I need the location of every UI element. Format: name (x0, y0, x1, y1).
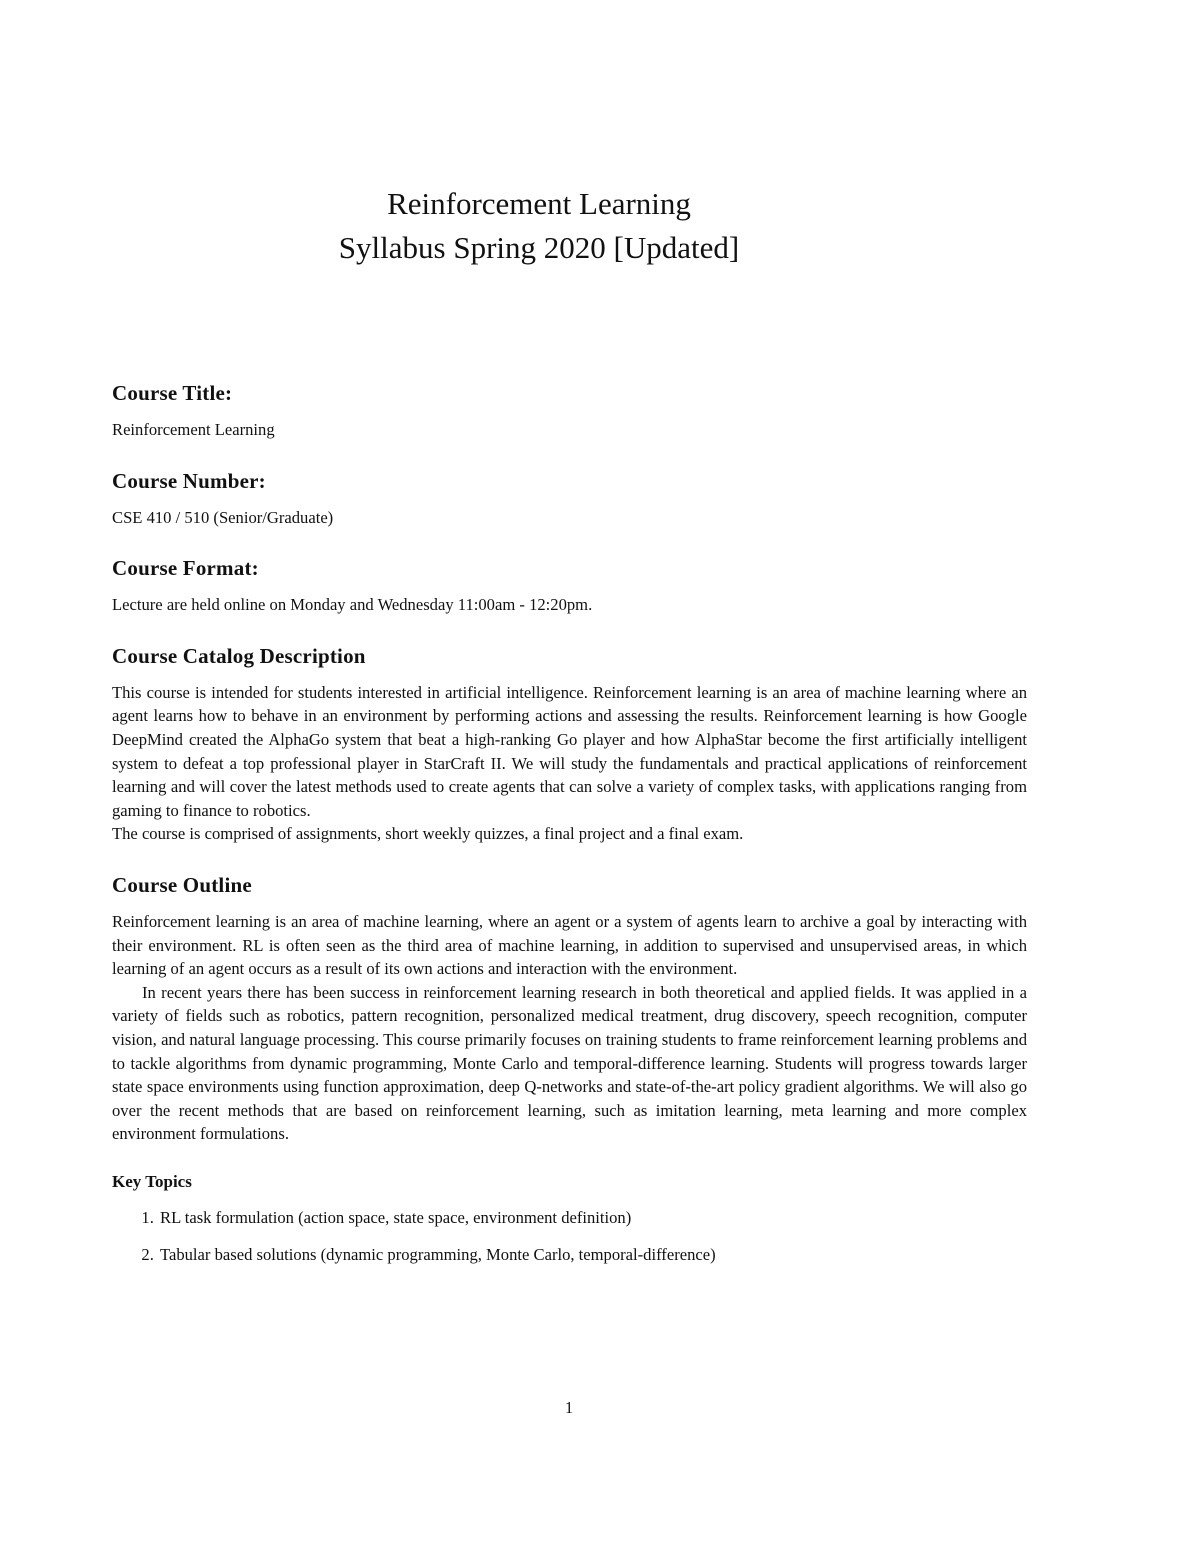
section-text: CSE 410 / 510 (Senior/Graduate) (112, 507, 334, 527)
section-course-title (112, 378, 1027, 442)
list-item: 1. RL task formulation (action space, state space, environment definition) (158, 1206, 1027, 1230)
document-body (112, 378, 1027, 1281)
section-text: Reinforcement Learning (112, 420, 275, 439)
section-course-format (112, 553, 1027, 617)
section-heading: Course Format: (112, 556, 259, 581)
key-topics-list (112, 1206, 1027, 1267)
section-course-number (112, 466, 1027, 530)
section-heading: Course Outline (112, 872, 252, 897)
section-course-outline (112, 870, 1027, 1146)
outline-paragraph-1: Reinforcement learning is an area of machine learning, where an agent or a system of agents learn to archive a goal by interacting with their environment. RL is often seen as the third area of machine learning, in addition to supervised and unsupervised areas, in which learning of an agent occurs as a result of its own actions and interaction with the environment. (112, 911, 1027, 979)
section-text: Lecture are held online on Monday and Wednesday 11:00am - 12:20pm. (112, 595, 593, 615)
section-key-topics (112, 1170, 1027, 1267)
title-line-2: Syllabus Spring 2020 [Updated] (338, 230, 740, 265)
title-line-1: Reinforcement Learning (387, 186, 691, 221)
outline-paragraph-2: In recent years there has been success in reinforcement learning research in both theoretical and applied fields. It was applied in a variety of fields such as robotics, pattern recognition, personalized medical treatment, drug discovery, speech recognition, computer vision, and natural language processing. This course primarily focuses on training students to frame reinforcement learning problems and to tackle algorithms from dynamic programming, Monte Carlo and temporal-difference learning. Students will progress towards larger state space environments using function approximation, deep Q-networks and state-of-the-art policy gradient algorithms. We will also go over the recent methods that are based on reinforcement learning, such as imitation learning, meta learning and more complex environment formulations. (112, 982, 1027, 1144)
catalog-paragraph-1: This course is intended for students interested in artificial intelligence. Reinforcement learning is an area of machine learning where an agent learns how to behave in an environment by performing actions and assessing the results. Reinforcement learning is how Google DeepMind created the AlphaGo system that beat a high-ranking Go player and how AlphaStar become the first artificially intelligent system to defeat a top professional player in StarCraft II. We will study the fundamentals and practical applications of reinforcement learning and will cover the latest methods used to create agents that can solve a variety of complex tasks, with applications ranging from gaming to finance to robotics. (112, 682, 1027, 820)
document-title (0, 182, 1078, 270)
subsection-heading: Key Topics (112, 1171, 192, 1191)
section-heading: Course Catalog Description (112, 643, 366, 668)
section-heading: Course Number: (112, 468, 266, 493)
section-heading: Course Title: (112, 381, 233, 405)
catalog-paragraph-2: The course is comprised of assignments, short weekly quizzes, a final project and a final exam. (112, 824, 744, 844)
section-catalog-description (112, 641, 1027, 846)
list-item: 2. Tabular based solutions (dynamic programming, Monte Carlo, temporal-difference) (158, 1243, 1027, 1267)
page-number: 1 (564, 1398, 574, 1417)
